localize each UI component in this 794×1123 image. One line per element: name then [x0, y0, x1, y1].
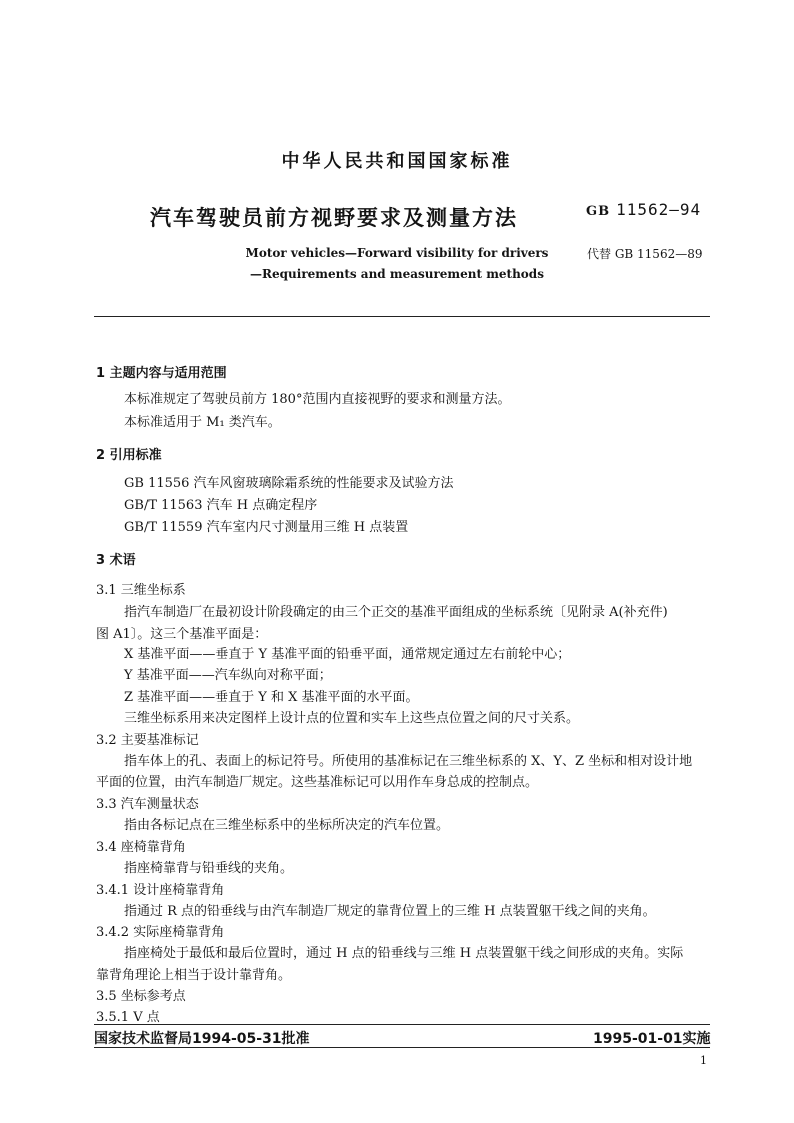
- english-title-line-2: —Requirements and measurement methods: [250, 267, 544, 281]
- footer-bottom-rule: [94, 1047, 710, 1048]
- standard-code: [586, 200, 701, 219]
- reference-item: GB/T 11563 汽车 H 点确定程序: [124, 498, 318, 513]
- clause-3-2-para-1-cont: 平面的位置，由汽车制造厂规定。这些基准标记可以用作车身总成的控制点。: [96, 775, 539, 790]
- clause-3-1-para-2: 三维坐标系用来决定图样上设计点的位置和实车上这些点位置之间的尺寸关系。: [124, 711, 580, 726]
- clause-3-4-1-para-1: 指通过 R 点的铅垂线与由汽车制造厂规定的靠背位置上的三维 H 点装置躯干线之间的夹角。: [124, 904, 656, 919]
- section-1-heading: 1 主题内容与适用范围: [96, 366, 227, 381]
- standard-title: 汽车驾驶员前方视野要求及测量方法: [150, 206, 518, 230]
- section-3-heading: 3 术语: [96, 553, 136, 568]
- footer-divider: [94, 1024, 710, 1025]
- replaces-note: 代替 GB 11562—89: [587, 247, 703, 261]
- clause-3-1-para-1-cont: 图 A1〕。这三个基准平面是：: [96, 627, 268, 642]
- english-title-line-1: Motor vehicles—Forward visibility for drivers: [245, 246, 549, 260]
- code-prefix: GB: [586, 204, 611, 219]
- clause-3-4-title: 3.4 座椅靠背角: [96, 840, 186, 855]
- page-number: 1: [700, 1054, 707, 1067]
- clause-3-4-2-title: 3.4.2 实际座椅靠背角: [96, 925, 225, 940]
- clause-3-4-para-1: 指座椅靠背与铅垂线的夹角。: [124, 861, 294, 876]
- clause-3-1-y-plane: Y 基准平面——汽车纵向对称平面；: [124, 668, 332, 683]
- effective-date: 1995-01-01实施: [593, 1031, 711, 1047]
- clause-3-3-para-1: 指由各标记点在三维坐标系中的坐标所决定的汽车位置。: [124, 818, 450, 833]
- clause-3-4-1-title: 3.4.1 设计座椅靠背角: [96, 883, 225, 898]
- clause-3-1-para-1: 指汽车制造厂在最初设计阶段确定的由三个正交的基准平面组成的坐标系统〔见附录 A(补充件): [124, 605, 668, 620]
- section-2-heading: 2 引用标准: [96, 448, 162, 463]
- clause-3-2-title: 3.2 主要基准标记: [96, 733, 199, 748]
- clause-3-1-title: 3.1 三维坐标系: [96, 583, 186, 598]
- code-number: 11562—94: [616, 200, 702, 219]
- section-1-para-2: 本标准适用于 M₁ 类汽车。: [124, 415, 281, 430]
- clause-3-3-title: 3.3 汽车测量状态: [96, 797, 199, 812]
- clause-3-4-2-para-1: 指座椅处于最低和最后位置时，通过 H 点的铅垂线与三维 H 点装置躯干线之间形成的夹角。实际: [124, 946, 684, 961]
- clause-3-5-title: 3.5 坐标参考点: [96, 989, 186, 1004]
- section-1-para-1: 本标准规定了驾驶员前方 180°范围内直接视野的要求和测量方法。: [124, 392, 511, 407]
- clause-3-5-1-title: 3.5.1 V 点: [96, 1010, 160, 1025]
- clause-3-4-2-para-1-cont: 靠背角理论上相当于设计靠背角。: [96, 968, 292, 983]
- reference-item: GB/T 11559 汽车室内尺寸测量用三维 H 点装置: [124, 520, 409, 535]
- national-standard-heading: 中华人民共和国国家标准: [281, 151, 513, 172]
- reference-item: GB 11556 汽车风窗玻璃除霜系统的性能要求及试验方法: [124, 476, 454, 491]
- clause-3-2-para-1: 指车体上的孔、表面上的标记符号。所使用的基准标记在三维坐标系的 X、Y、Z 坐标和相对设计地: [124, 754, 693, 769]
- clause-3-1-z-plane: Z 基准平面——垂直于 Y 和 X 基准平面的水平面。: [124, 690, 419, 705]
- header-divider: [94, 316, 710, 317]
- approval-note: 国家技术监督局1994-05-31批准: [94, 1031, 310, 1047]
- clause-3-1-x-plane: X 基准平面——垂直于 Y 基准平面的铅垂平面，通常规定通过左右前轮中心；: [124, 647, 571, 662]
